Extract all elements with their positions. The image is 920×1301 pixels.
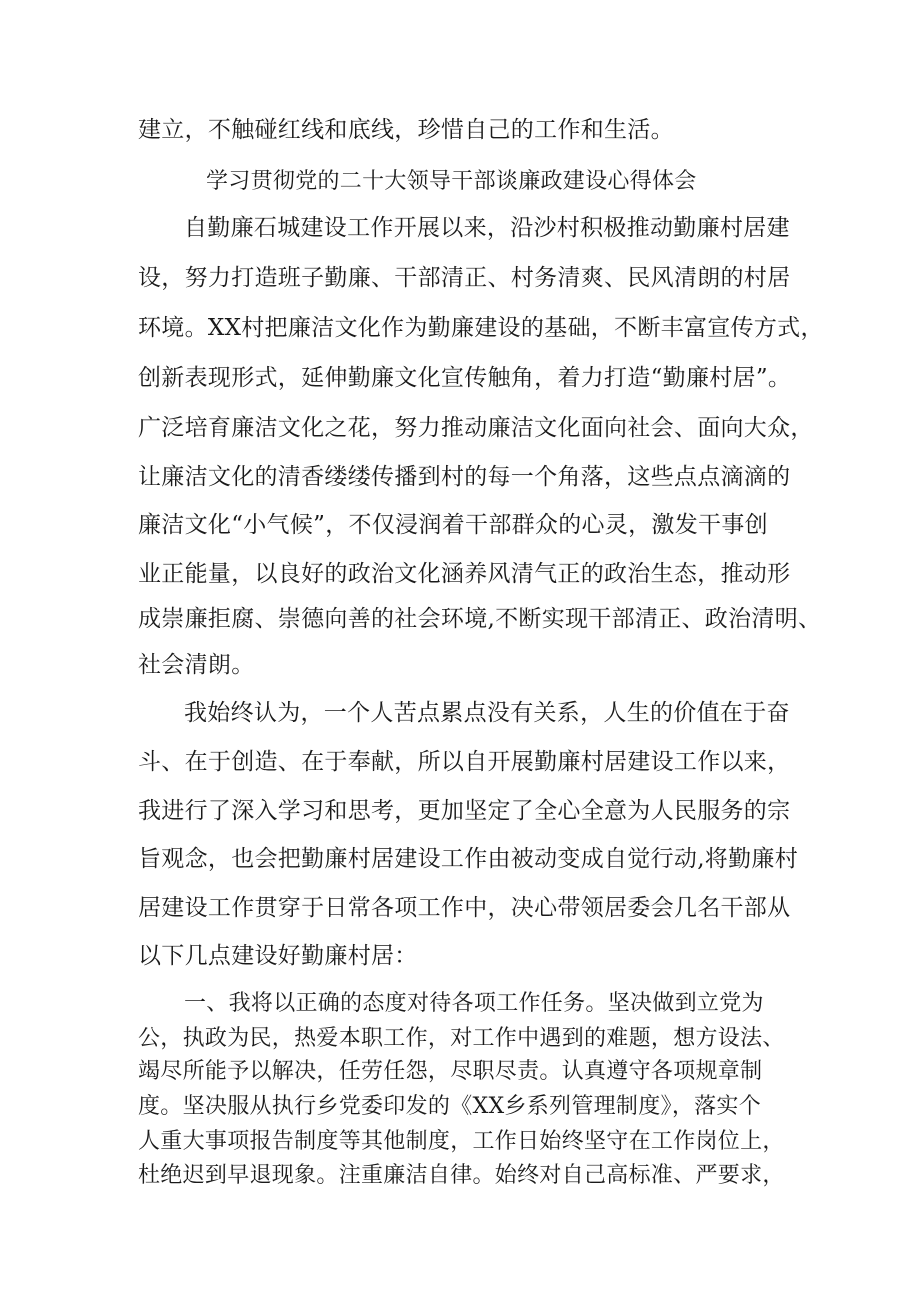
paragraph-line: 我进行了深入学习和思考，更加坚定了全心全意为人民服务的宗 bbox=[138, 798, 791, 824]
paragraph-line: 度。坚决服从执行乡党委印发的《XX乡系列管理制度》，落实个 bbox=[138, 1094, 762, 1119]
paragraph-line: 竭尽所能予以解决，任劳任怨，尽职尽责。认真遵守各项规章制 bbox=[138, 1059, 763, 1084]
paragraph-line: 斗、在于创造、在于奉献，所以自开展勤廉村居建设工作以来， bbox=[138, 749, 791, 775]
paragraph-line: 廉洁文化“小气候”，不仅浸润着干部群众的心灵，激发干事创 bbox=[138, 512, 768, 538]
paragraph-line: 我始终认为，一个人苦点累点没有关系，人生的价值在于奋 bbox=[184, 700, 790, 726]
paragraph-line: 一、我将以正确的态度对待各项工作任务。坚决做到立党为 bbox=[184, 991, 764, 1016]
paragraph-line: 杜绝迟到早退现象。注重廉洁自律。始终对自己高标准、严要求， bbox=[138, 1163, 785, 1188]
paragraph-line: 居建设工作贯穿于日常各项工作中，决心带领居委会几名干部从 bbox=[138, 895, 791, 921]
paragraph-line: 社会清朗。 bbox=[138, 652, 255, 678]
document-title: 学习贯彻党的二十大领导干部谈廉政建设心得体会 bbox=[206, 169, 697, 194]
paragraph-line: 人重大事项报告制度等其他制度，工作日始终坚守在工作岗位上， bbox=[138, 1129, 785, 1154]
paragraph-line: 旨观念，也会把勤廉村居建设工作由被动变成自觉行动,将勤廉村 bbox=[138, 846, 799, 872]
paragraph-line: 广泛培育廉洁文化之花，努力推动廉洁文化面向社会、面向大众， bbox=[138, 415, 814, 441]
paragraph-line: 自勤廉石城建设工作开展以来，沿沙村积极推动勤廉村居建 bbox=[184, 215, 790, 241]
paragraph-line: 公，执政为民，热爱本职工作，对工作中遇到的难题，想方设法、 bbox=[138, 1026, 785, 1051]
paragraph-line: 让廉洁文化的清香缕缕传播到村的每一个角落，这些点点滴滴的 bbox=[138, 464, 791, 490]
paragraph-line: 以下几点建设好勤廉村居： bbox=[138, 943, 418, 969]
carryover-line: 建立，不触碰红线和底线，珍惜自己的工作和生活。 bbox=[138, 117, 674, 143]
paragraph-line: 环境。XX村把廉洁文化作为勤廉建设的基础，不断丰富宣传方式， bbox=[138, 315, 824, 341]
paragraph-line: 创新表现形式，延伸勤廉文化宣传触角，着力打造“勤廉村居”。 bbox=[138, 365, 792, 391]
paragraph-line: 设，努力打造班子勤廉、干部清正、村务清爽、民风清朗的村居 bbox=[138, 265, 791, 291]
paragraph-line: 成崇廉拒腐、崇德向善的社会环境,不断实现干部清正、政治清明、 bbox=[138, 606, 822, 632]
paragraph-line: 业正能量，以良好的政治文化涵养风清气正的政治生态，推动形 bbox=[138, 561, 791, 587]
